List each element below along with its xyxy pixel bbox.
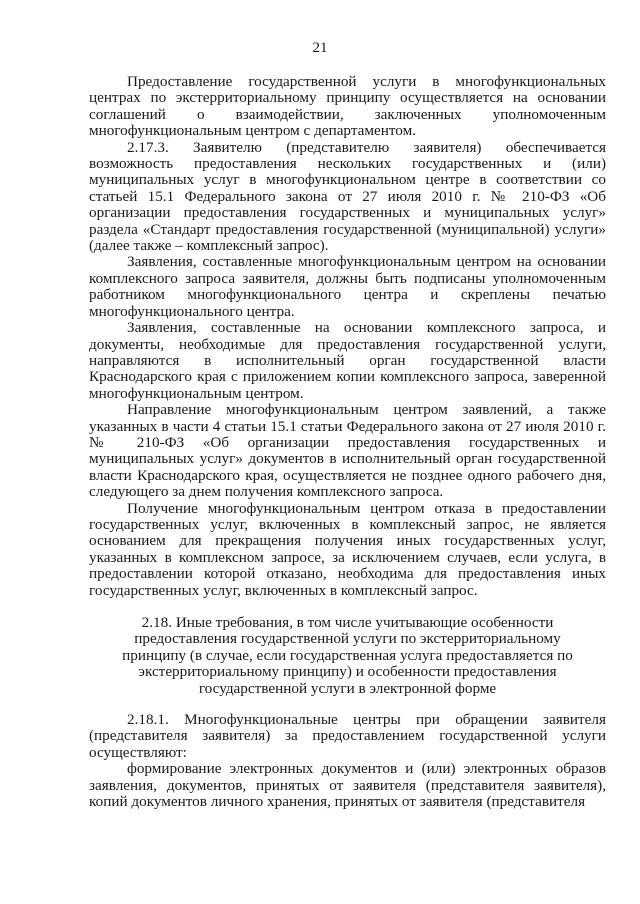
paragraph-2-17-3-complex-request: 2.17.3. Заявителю (представителю заявителя) обеспечивается возможность предоставления нескольких государственных и (или) муниципальных услуг в многофункциональном центре в соответствии со статьей 15.1 Федерального закона от 27 июля 2010 г. № 210-ФЗ «Об организации предоставления государственных и муниципальных услуг» раздела «Стандарт предоставления государственной (муниципальной) услуги» (далее также – комплексный запрос). <box>89 138 606 255</box>
document-body <box>89 74 606 810</box>
page-number: 21 <box>312 40 328 56</box>
paragraph-applications-signed: Заявления, составленные многофункциональным центром на основании комплексного запроса заявителя, должны быть подписаны уполномоченным работником многофункционального центра и скреплены печатью многофункционального центра. <box>89 253 606 320</box>
paragraph-2-18-1: 2.18.1. Многофункциональные центры при обращении заявителя (представителя заявителя) за предоставлением государственной услуги осуществляют: <box>89 711 606 761</box>
paragraph-electronic-documents: формирование электронных документов и (или) электронных образов заявления, документов, принятых от заявителя (представителя заявителя), копий документов личного хранения, принятых от заявителя (представителя <box>89 760 606 811</box>
paragraph-applications-sent: Заявления, составленные на основании комплексного запроса, и документы, необходимые для предоставления государственной услуги, направляются в исполнительный орган государственной власти Краснодарского края с приложением копии комплексного запроса, заверенной многофункциональным центром. <box>89 319 606 402</box>
paragraph-mfc-agreements: Предоставление государственной услуги в многофункциональных центрах по экстерриториальному принципу осуществляется на основании соглашений о взаимодействии, заключенных уполномоченным многофункциональным центром с департаментом. <box>89 73 606 140</box>
paragraph-sending-deadline: Направление многофункциональным центром заявлений, а также указанных в части 4 статьи 15.1 статьи Федерального закона от 27 июля 2010 г. № 210-ФЗ «Об организации предоставления государственных и муниципальных услуг» документов в исполнительный орган государственной власти Краснодарского края, осуществляется не позднее одного рабочего дня, следующего за днем получения комплексного запроса. <box>89 401 606 501</box>
paragraph-refusal: Получение многофункциональным центром отказа в предоставлении государственных услуг, включенных в комплексный запрос, не является основанием для прекращения получения иных государственных услуг, указанных в комплексном запросе, за исключением случаев, если услуга, в предоставлении которой отказано, необходима для предоставления иных государственных услуг, включенных в комплексный запрос. <box>89 499 606 599</box>
section-heading-2-18: 2.18. Иные требования, в том числе учитывающие особенности предоставления государственной услуги по экстерриториальному принципу (в случае, если государственная услуга предоставляется по экстерриториальному принципу) и особенности предоставления государственной услуги в электронной форме <box>122 614 573 697</box>
